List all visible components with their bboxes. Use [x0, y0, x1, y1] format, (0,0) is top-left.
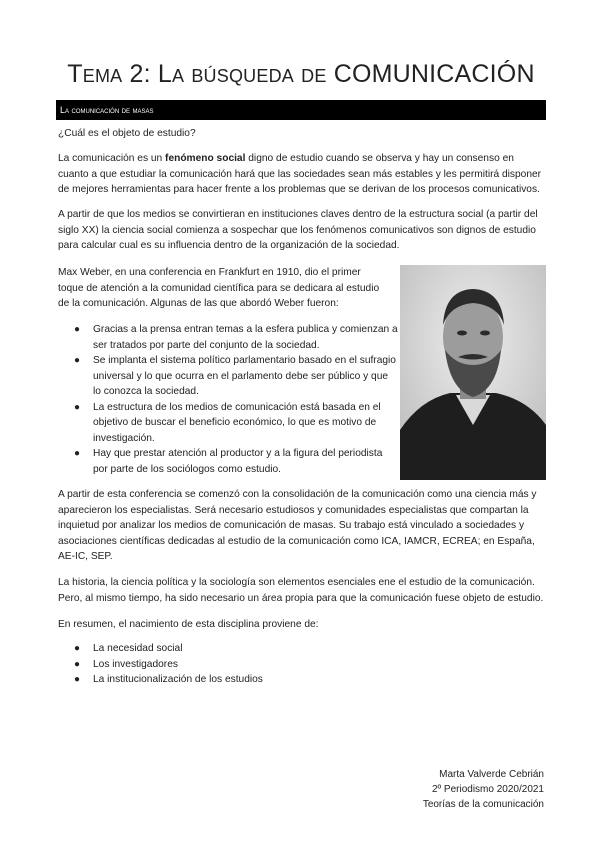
bullet-icon: ●: [74, 324, 81, 335]
paragraph-4: A partir de esta conferencia se comenzó con la consolidación de la comunicación como una ciencia más y aparecieron los especialistas. Será necesario estudiosos y comunidades especialistas que compartan la inquietud por analizar los medios de comunicación de masas. Su trabajo está vinculado a sociedades y asociaciones científicas dedicadas al estudio de la comunicación como ICA, IAMCR, ECREA; en España, AE-IC, SEP.: [58, 489, 537, 562]
summary-points-list: [58, 641, 544, 688]
list-item: ● Hay que prestar atención al productor y a la figura del periodista por parte de los sociólogos como estudio.: [74, 448, 383, 475]
weber-points-list: [58, 322, 398, 477]
list-item: ● Se implanta el sistema político parlamentario basado en el sufragio universal y lo que ocurra en el parlamento debe ser público y que lo conozca la sociedad.: [74, 355, 396, 397]
portrait-image: [400, 265, 546, 480]
paragraph-5: La historia, la ciencia política y la sociología son elementos esenciales ene el estudio de la comunicación. Pero, al mismo tiempo, ha sido necesario un área propia para que la comunicación fuese objeto de estudio.: [58, 577, 544, 604]
question-text: ¿Cuál es el objeto de estudio?: [58, 128, 196, 139]
list-item: ● La institucionalización de los estudios: [58, 672, 544, 688]
footer-author: Marta Valverde Cebrián: [439, 769, 544, 780]
bullet-icon: ●: [74, 355, 81, 366]
bullet-icon: ●: [74, 658, 81, 670]
bullet-icon: ●: [74, 643, 81, 654]
paragraph-6: En resumen, el nacimiento de esta disciplina proviene de:: [58, 619, 319, 630]
list-item: ● La estructura de los medios de comunicación está basada en el objetivo de buscar el beneficio económico, lo que es motivo de investigación.: [74, 401, 381, 444]
portrait-photo: [400, 265, 546, 480]
list-item: ● La necesidad social: [58, 641, 544, 657]
footer-course: 2º Periodismo 2020/2021: [431, 784, 544, 795]
list-item: ● Los investigadores: [58, 657, 544, 673]
section-header-bar: La comunicación de masas: [56, 100, 546, 120]
bullet-icon: ●: [74, 674, 81, 685]
footer-subject: Teorías de la comunicación: [422, 799, 544, 810]
paragraph-1: [58, 151, 544, 198]
title-part-2: COMUNICACIÓN: [333, 60, 535, 88]
footer: [423, 767, 544, 812]
bullet-icon: ●: [74, 448, 81, 459]
paragraph-1-bold: fenómeno social: [165, 153, 246, 164]
page-title: [56, 60, 546, 89]
paragraph-1-pre: La comunicación es un: [58, 153, 166, 164]
bullet-icon: ●: [74, 401, 81, 413]
paragraph-2: A partir de que los medios se convirtieran en instituciones claves dentro de la estructura social (a partir del siglo XX) la ciencia social comienza a sospechar que los fenómenos comunicativos son dignos de estudio para calcular cual es su influencia dentro de la organización de la sociedad.: [58, 209, 538, 251]
title-part-1: Tema 2: La búsqueda de: [67, 60, 334, 88]
list-item: ● Gracias a la prensa entran temas a la esfera publica y comienzan a ser tratados por parte del conjunto de la sociedad.: [74, 324, 398, 351]
paragraph-1-post: digno de estudio cuando se observa y hay un consenso en cuanto a que estudiar la comunicación hará que las sociedades sean más estables y les permitirá disponer de mejores herramientas para hacer frente a los problemas que se derivan de los procesos comunicativos.: [58, 153, 542, 195]
paragraph-3: Max Weber, en una conferencia en Frankfurt en 1910, dio el primer toque de atención a la comunidad científica para se dedicara al estudio de la comunicación. Algunas de las que abordó Weber fueron:: [58, 267, 380, 309]
